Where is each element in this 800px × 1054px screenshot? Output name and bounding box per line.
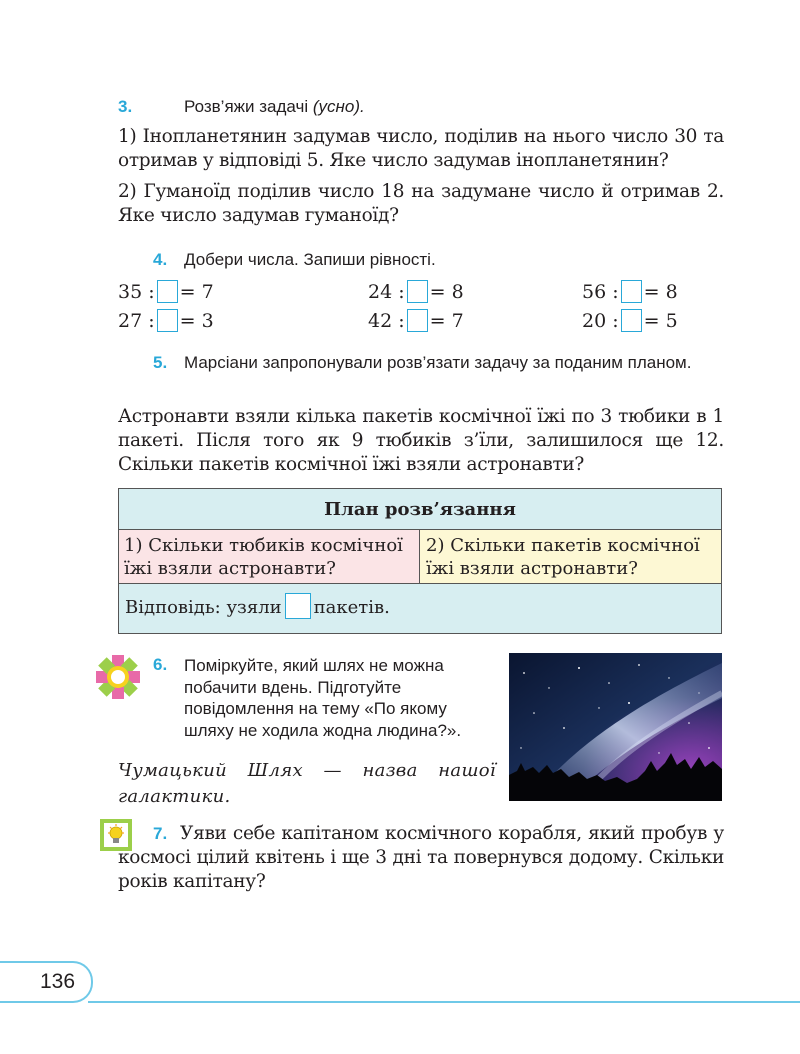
answer-box[interactable] <box>621 280 642 303</box>
plan-answer <box>119 584 721 633</box>
task7-number: 7. <box>153 824 168 843</box>
footer-line <box>88 1001 800 1003</box>
equation-5-right: = 7 <box>429 310 464 332</box>
equation-2-left: 24 : <box>368 281 405 303</box>
task3-instruction-text: Розв’яжи задачі <box>184 97 309 116</box>
plan-title: План розв’язання <box>119 489 721 530</box>
milky-way-image <box>509 653 722 801</box>
equation-6-left: 20 : <box>582 310 619 332</box>
task4-number: 4. <box>153 250 168 269</box>
answer-box[interactable] <box>407 309 428 332</box>
task4-instruction: Добери числа. Запиши рівності. <box>184 250 436 269</box>
task3-problem-2: 2) Гуманоїд поділив число 18 на задумане число й отримав 2. Яке число задумав гуманоїд? <box>118 181 724 226</box>
equation-3-left: 56 : <box>582 281 619 303</box>
equation-4-left: 27 : <box>118 310 155 332</box>
task3-instruction-note: (усно). <box>312 97 365 116</box>
task7-text: Уяви себе капітаном космічного корабля, який пробув у космосі цілий квітень і ще 3 дні та повернувся додому. Скільки років капітану? <box>118 823 724 892</box>
equation-1 <box>118 280 214 303</box>
answer-box[interactable] <box>621 309 642 332</box>
answer-box[interactable] <box>157 280 178 303</box>
equation-2 <box>368 280 464 303</box>
answer-box[interactable] <box>157 309 178 332</box>
equation-6 <box>582 309 678 332</box>
task5-problem: Астронавти взяли кілька пакетів космічної їжі по 3 тюбики в 1 пакеті. Після того як 9 тюбиків з’їли, залишилося ще 12. Скільки пакетів космічної їжі взяли астронавти? <box>118 406 724 475</box>
task5-number: 5. <box>153 353 168 372</box>
equation-2-right: = 8 <box>429 281 464 303</box>
answer-box[interactable] <box>407 280 428 303</box>
equation-3 <box>582 280 678 303</box>
solution-plan-table <box>118 488 722 634</box>
task3-instruction <box>184 97 365 117</box>
equation-3-right: = 8 <box>643 281 678 303</box>
task6-instruction: Поміркуйте, який шлях не можна побачити вдень. Підготуйте повідомлення на тему «По якому шляху не ходила жодна людина?». <box>184 656 462 740</box>
task5-instruction: Марсіани запропонували розв’язати задачу за поданим планом. <box>184 353 692 372</box>
plan-step-1: 1) Скільки тюбиків космічної їжі взяли астронавти? <box>119 530 420 584</box>
equation-6-right: = 5 <box>643 310 678 332</box>
equation-4 <box>118 309 214 332</box>
flower-icon <box>95 654 141 700</box>
answer-label: Відповідь: узяли <box>125 597 282 618</box>
task6-hint: Чумацький Шлях — назва нашої галактики. <box>118 760 496 807</box>
equation-5-left: 42 : <box>368 310 405 332</box>
equation-1-left: 35 : <box>118 281 155 303</box>
task6-number: 6. <box>153 655 168 674</box>
task3-number: 3. <box>118 97 133 116</box>
equation-4-right: = 3 <box>179 310 214 332</box>
equation-1-right: = 7 <box>179 281 214 303</box>
answer-unit: пакетів. <box>313 597 390 618</box>
answer-box[interactable] <box>285 593 311 619</box>
plan-step-2: 2) Скільки пакетів космічної їжі взяли астронавти? <box>420 530 721 584</box>
equation-5 <box>368 309 464 332</box>
task3-problem-1: 1) Інопланетянин задумав число, поділив на нього число 30 та отримав у відповіді 5. Яке число задумав інопланетянин? <box>118 126 724 171</box>
page-number: 136 <box>40 970 76 993</box>
